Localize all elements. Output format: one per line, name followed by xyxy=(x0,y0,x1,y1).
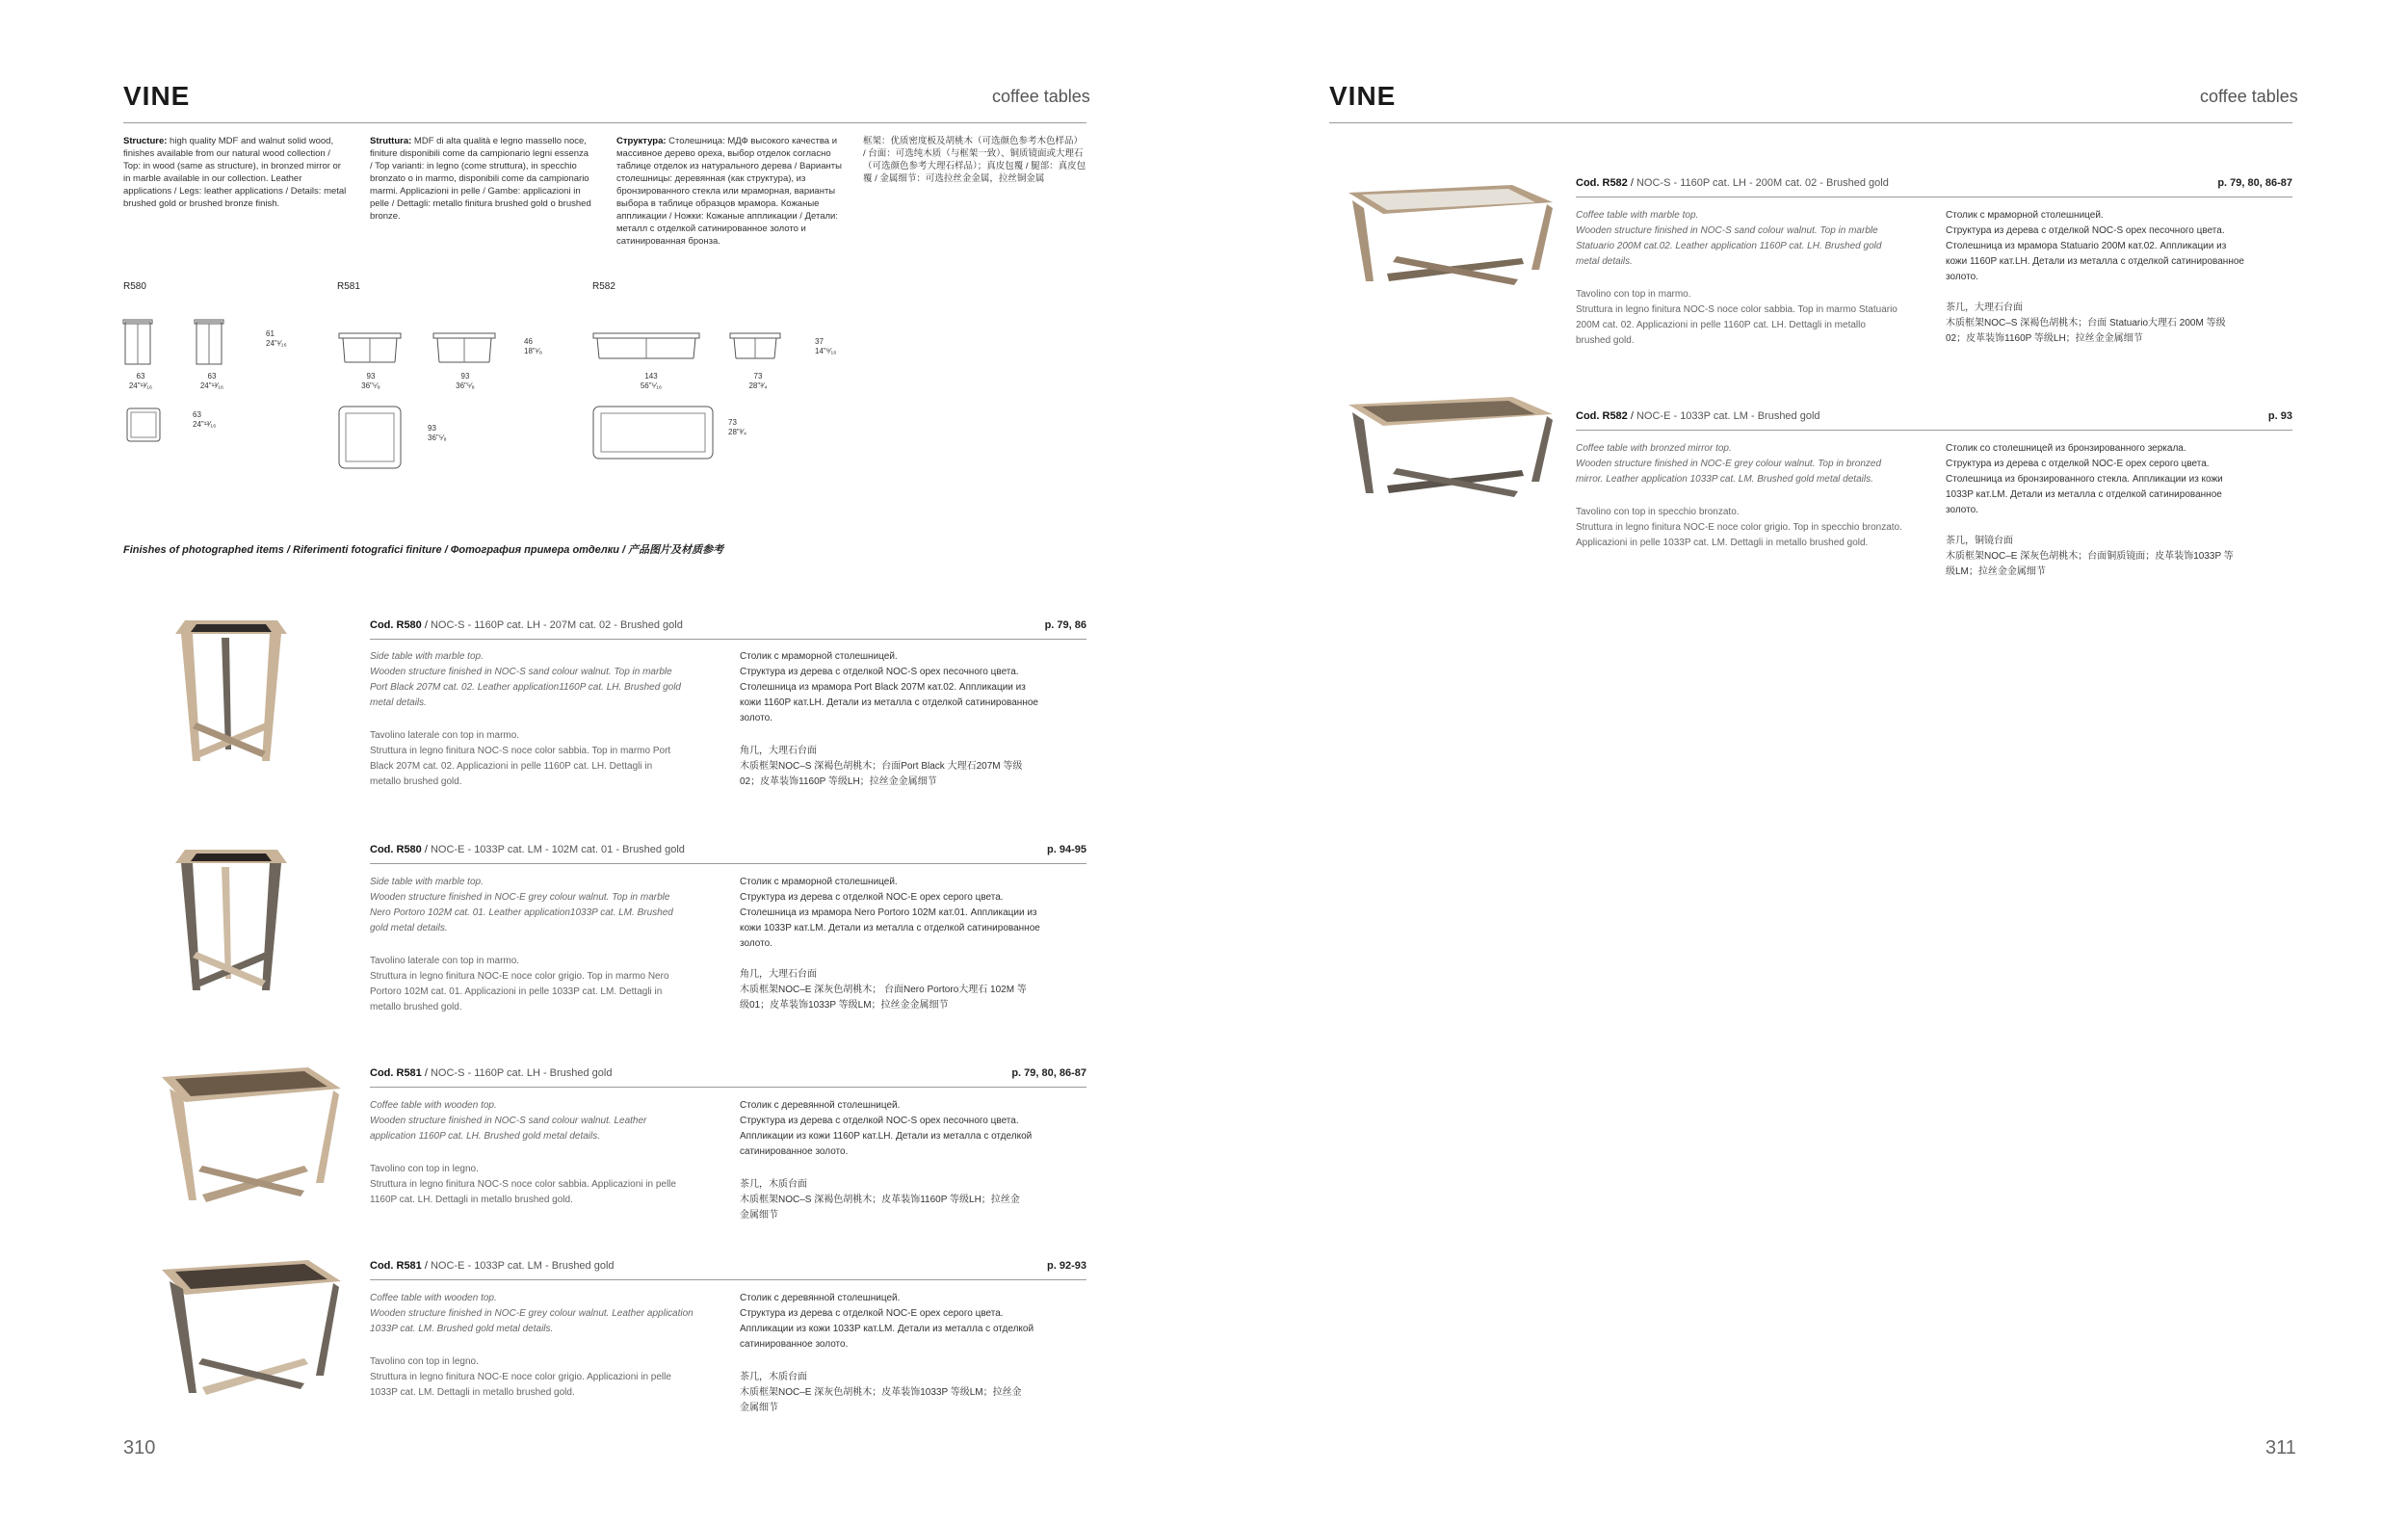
product-desc-it: Tavolino laterale con top in marmo. Struttura in legno finitura NOC-E noce color grigio. Top in marmo Nero Portoro 102M cat. 01. Applicazioni in pelle 1033P cat. LM. Dettagli in metallo brushed gold. xyxy=(370,956,669,1012)
intro-chinese: 框架：优质密度板及胡桃木（可选颜色参考木色样品） / 台面：可选纯木质（与框架一致）、铜质镜面或大理石（可选颜色参考大理石样品）；真皮包覆 / 腿部：真皮包覆 / 金属细节：可选拉丝金金属，拉丝铜金属 xyxy=(863,136,1086,184)
product-desc-en: Coffee table with wooden top. Wooden structure finished in NOC-E grey colour walnut. Leather application 1033P cat. LM. Brushed gold metal details. xyxy=(370,1293,694,1334)
r582-front-width: 143 56"⁵⁄₁₆ xyxy=(640,372,663,390)
product-pages: p. 92-93 xyxy=(1047,1260,1086,1272)
product-image-r580-grey xyxy=(164,836,299,1000)
drawing-label-r582: R582 xyxy=(592,281,615,292)
page-number-right: 311 xyxy=(2265,1437,2296,1458)
r581-side-view xyxy=(432,331,499,370)
r580-height: 61 24"¹⁄₁₆ xyxy=(266,329,287,348)
product-image-r580-sand xyxy=(164,607,299,771)
r581-top-width: 93 36"⁵⁄₈ xyxy=(428,424,447,442)
product-pages: p. 94-95 xyxy=(1047,844,1086,855)
product-desc-it: Tavolino con top in specchio bronzato. Struttura in legno finitura NOC-E noce color grigio. Top in specchio bronzato. Applicazioni in pelle 1033P cat. LM. Dettagli in metallo brushed gold. xyxy=(1576,507,1902,548)
product-code: Cod. R582 / NOC-E - 1033P cat. LM - Brushed gold xyxy=(1576,410,1820,422)
r580-top-width: 63 24"¹³⁄₁₆ xyxy=(193,410,217,429)
product-rule xyxy=(1576,430,2292,431)
product-desc-cn: 茶几，木质台面 木质框架NOC–S 深褐色胡桃木；皮革装饰1160P 等级LH；拉丝金 金属细节 xyxy=(740,1179,1020,1221)
product-desc-cn: 茶几，木质台面 木质框架NOC–E 深灰色胡桃木；皮革装饰1033P 等级LM；拉丝金 金属细节 xyxy=(740,1372,1022,1413)
product-desc-cn: 角几，大理石台面 木质框架NOC–E 深灰色胡桃木； 台面Nero Portoro大理石 102M 等 级01；皮革装饰1033P 等级LM；拉丝金金属细节 xyxy=(740,969,1027,1011)
product-desc-cn: 茶几，铜镜台面 木质框架NOC–E 深灰色胡桃木；台面铜质镜面；皮革装饰1033P 等 级LM；拉丝金金属细节 xyxy=(1946,536,2234,577)
r582-height: 37 14"⁹⁄₁₆ xyxy=(815,337,837,355)
product-desc-en: Coffee table with bronzed mirror top. Wooden structure finished in NOC-E grey colour walnut. Top in bronzed mirror. Leather application 1033P cat. LM. Brushed gold metal details. xyxy=(1576,443,1882,485)
r582-top-width: 73 28"³⁄₄ xyxy=(728,418,747,436)
product-desc-en: Coffee table with wooden top. Wooden structure finished in NOC-S sand colour walnut. Leather application 1160P cat. LH. Brushed gold metal details. xyxy=(370,1100,647,1142)
product-pages: p. 79, 80, 86-87 xyxy=(2217,177,2292,189)
product-desc-cn: 角几，大理石台面 木质框架NOC–S 深褐色胡桃木；台面Port Black 大理石207M 等级 02；皮革装饰1160P 等级LH；拉丝金金属细节 xyxy=(740,746,1023,787)
brand-title-right: VINE xyxy=(1329,81,1397,111)
r580-side-view xyxy=(193,318,241,376)
intro-italian: Struttura: MDF di alta qualità e legno massello noce, finiture disponibili come da campionario legni essenza / Top varianti: in legno (come struttura), in specchio bronzato o in marmo, disponibili come da campionario marmi. Applicazioni in pelle / Gambe: applicazioni in pelle / Dettagli: metallo finitura brushed gold o brushed bronze. xyxy=(370,136,591,222)
r581-height: 46 18"¹⁄₈ xyxy=(524,337,543,355)
product-desc-en: Coffee table with marble top. Wooden structure finished in NOC-S sand colour walnut. Top in marble Statuario 200M cat.02. Leather application 1160P cat. LH. Brushed gold metal details. xyxy=(1576,210,1882,267)
product-code: Cod. R580 / NOC-S - 1160P cat. LH - 207M cat. 02 - Brushed gold xyxy=(370,619,683,631)
product-desc-cn: 茶几，大理石台面 木质框架NOC–S 深褐色胡桃木；台面 Statuario大理石 200M 等级 02；皮革装饰1160P 等级LH；拉丝金金属细节 xyxy=(1946,302,2226,344)
product-desc-ru: Столик с деревянной столешницей. Структура из дерева с отделкой NOC-S орех песочного цвета. Аппликации из кожи 1160P кат.LH. Детали из металла с отделкой сатинированное золото. xyxy=(740,1100,1033,1157)
r582-front-view xyxy=(591,331,703,370)
drawing-label-r580: R580 xyxy=(123,281,146,292)
product-desc-it: Tavolino con top in marmo. Struttura in legno finitura NOC-S noce color sabbia. Top in marmo Statuario 200M cat. 02. Applicazioni in pelle 1160P cat. LH. Dettagli in metallo brushed gold. xyxy=(1576,289,1898,346)
product-image-r582-sand xyxy=(1329,173,1560,308)
product-pages: p. 93 xyxy=(2267,410,2292,422)
product-desc-ru: Столик с мраморной столешницей. Структура из дерева с отделкой NOC-E орех серого цвета. Столешница из мрамора Nero Portoro 102M кат.01. Аппликации из кожи 1033P кат.LM. Детали из металла с отделкой сатинированное золото. xyxy=(740,877,1040,949)
product-image-r582-grey xyxy=(1329,385,1560,520)
drawing-label-r581: R581 xyxy=(337,281,360,292)
product-desc-ru: Столик с мраморной столешницей. Структура из дерева с отделкой NOC-S орех песочного цвета. Столешница из мрамора Statuario 200M кат.02. Аппликации из кожи 1160P кат.LH. Детали из металла с отделкой сатинированное золото. xyxy=(1946,210,2244,282)
r580-top-view xyxy=(125,407,164,445)
product-desc-it: Tavolino laterale con top in marmo. Struttura in legno finitura NOC-S noce color sabbia. Top in marmo Port Black 207M cat. 02. Applicazioni in pelle 1160P cat. LH. Dettagli in metallo brushed gold. xyxy=(370,730,671,787)
product-rule xyxy=(370,1087,1086,1088)
page-number-left: 310 xyxy=(123,1437,156,1458)
intro-russian: Структура: Столешница: МДФ высокого качества и массивное дерево ореха, выбор отделок согласно таблице отделок из натурального дерева / Варианты столешницы: деревянная (как структура), из бронзированного стекла или мраморная, варианты выбора в таблице образцов мрамора. Кожаные аппликации / Ножки: Кожаные аппликации / Детали: металл с отделкой сатинированное золото и сатинированная бронза. xyxy=(616,136,842,247)
product-desc-it: Tavolino con top in legno. Struttura in legno finitura NOC-E noce color grigio. Applicazioni in pelle 1033P cat. LM. Dettagli in metallo brushed gold. xyxy=(370,1356,671,1398)
product-rule xyxy=(370,863,1086,864)
r581-front-width: 93 36"⁵⁄₈ xyxy=(361,372,380,390)
product-code: Cod. R582 / NOC-S - 1160P cat. LH - 200M cat. 02 - Brushed gold xyxy=(1576,177,1889,189)
product-desc-it: Tavolino con top in legno. Struttura in legno finitura NOC-S noce color sabbia. Applicazioni in pelle 1160P cat. LH. Dettagli in metallo brushed gold. xyxy=(370,1164,676,1205)
header-rule-right xyxy=(1329,122,2292,123)
product-desc-ru: Столик со столешницей из бронзированного зеркала. Структура из дерева с отделкой NOC-E орех серого цвета. Столешница из бронзированного стекла. Аппликации из кожи 1033P кат.LM. Детали из металла с отделкой сатинированное золото. xyxy=(1946,443,2223,515)
product-rule xyxy=(370,639,1086,640)
product-image-r581-grey xyxy=(135,1243,347,1406)
product-rule xyxy=(370,1279,1086,1280)
product-code: Cod. R581 / NOC-S - 1160P cat. LH - Brushed gold xyxy=(370,1067,613,1079)
brand-title-left: VINE xyxy=(123,81,191,111)
product-pages: p. 79, 86 xyxy=(1044,619,1086,631)
product-code: Cod. R580 / NOC-E - 1033P cat. LM - 102M cat. 01 - Brushed gold xyxy=(370,844,685,855)
r581-front-view xyxy=(337,331,405,370)
section-title-right: coffee tables xyxy=(2200,87,2298,106)
r580-front-width: 63 24"¹³⁄₁₆ xyxy=(128,372,153,390)
section-title-left: coffee tables xyxy=(992,87,1090,106)
product-desc-ru: Столик с мраморной столешницей. Структура из дерева с отделкой NOC-S орех песочного цвета. Столешница из мрамора Port Black 207M кат.02. Аппликации из кожи 1160P кат.LH. Детали из металла с отделкой сатинированное золото. xyxy=(740,651,1038,723)
product-desc-ru: Столик с деревянной столешницей. Структура из дерева с отделкой NOC-E орех серого цвета. Аппликации из кожи 1033P кат.LM. Детали из металла с отделкой сатинированное золото. xyxy=(740,1293,1034,1350)
r580-side-width: 63 24"¹³⁄₁₆ xyxy=(199,372,224,390)
product-desc-en: Side table with marble top. Wooden structure finished in NOC-E grey colour walnut. Top in marble Nero Portoro 102M cat. 01. Leather application1033P cat. LM. Brushed gold metal details. xyxy=(370,877,673,933)
r582-top-view xyxy=(591,405,717,462)
product-desc-en: Side table with marble top. Wooden structure finished in NOC-S sand colour walnut. Top in marble Port Black 207M cat. 02. Leather application1160P cat. LH. Brushed gold metal details. xyxy=(370,651,681,708)
intro-english: Structure: high quality MDF and walnut solid wood, finishes available from our natural wood collection / Top: in wood (same as structure), in bronzed mirror or in marble available in our collection. Leather applications / Legs: leather applications / Details: metal brushed gold or brushed bronze finish. xyxy=(123,136,347,209)
finishes-title: Finishes of photographed items / Riferimenti fotografici finiture / Фотография примера отделки / 产品图片及材质参考 xyxy=(123,544,724,556)
r581-side-width: 93 36"⁵⁄₈ xyxy=(456,372,475,390)
header-rule-left xyxy=(123,122,1086,123)
product-image-r581-sand xyxy=(135,1050,347,1214)
product-code: Cod. R581 / NOC-E - 1033P cat. LM - Brushed gold xyxy=(370,1260,615,1272)
product-pages: p. 79, 80, 86-87 xyxy=(1011,1067,1086,1079)
r581-top-view xyxy=(337,405,405,472)
r582-side-view xyxy=(728,331,786,370)
r582-side-width: 73 28"³⁄₄ xyxy=(748,372,768,390)
